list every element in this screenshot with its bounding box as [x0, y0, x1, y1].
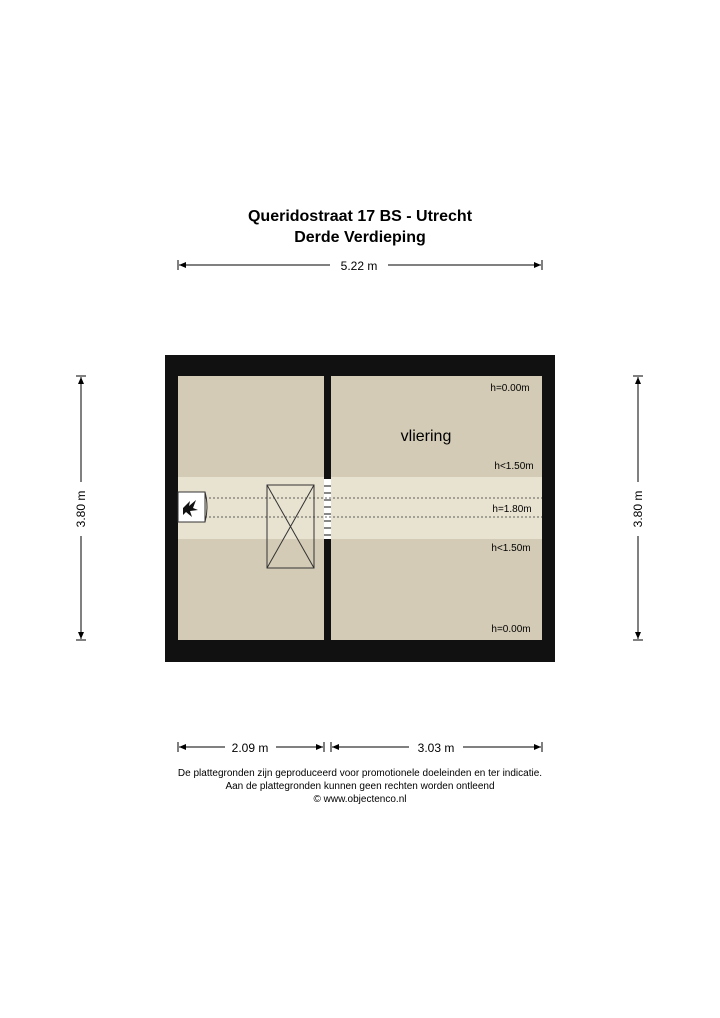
left-height-label: 3.80 m: [74, 490, 88, 528]
left-dimension: [74, 376, 88, 640]
top-width-label: 5.22 m: [340, 259, 378, 273]
height-lower-slope-label: h<1.50m: [491, 543, 531, 554]
address-title: Queridostraat 17 BS - Utrecht: [247, 208, 473, 225]
floor-title: Derde Verdieping: [294, 229, 426, 246]
right-height-label: 3.80 m: [631, 490, 645, 528]
boiler-icon: [178, 492, 207, 522]
right-dimension: [631, 376, 645, 640]
height-top-label: h=0.00m: [490, 383, 530, 394]
disclaimer-line-1: De plattegronden zijn geproduceerd voor promotionele doeleinden en ter indicatie.: [177, 768, 543, 779]
top-dimension: [178, 259, 542, 273]
bottom-left-dimension: [178, 741, 324, 755]
attic-label: vliering: [400, 428, 452, 445]
bottom-right-dimension: [331, 741, 542, 755]
height-upper-slope-label: h<1.50m: [494, 461, 534, 472]
height-ridge-label: h=1.80m: [492, 504, 532, 515]
bottom-left-width-label: 2.09 m: [231, 741, 269, 755]
bottom-right-width-label: 3.03 m: [417, 741, 455, 755]
disclaimer-line-2: Aan de plattegronden kunnen geen rechten worden ontleend: [225, 781, 495, 792]
copyright-link[interactable]: © www.objectenco.nl: [313, 794, 407, 805]
stairs-icon: [324, 479, 331, 539]
height-bottom-label: h=0.00m: [491, 624, 531, 635]
